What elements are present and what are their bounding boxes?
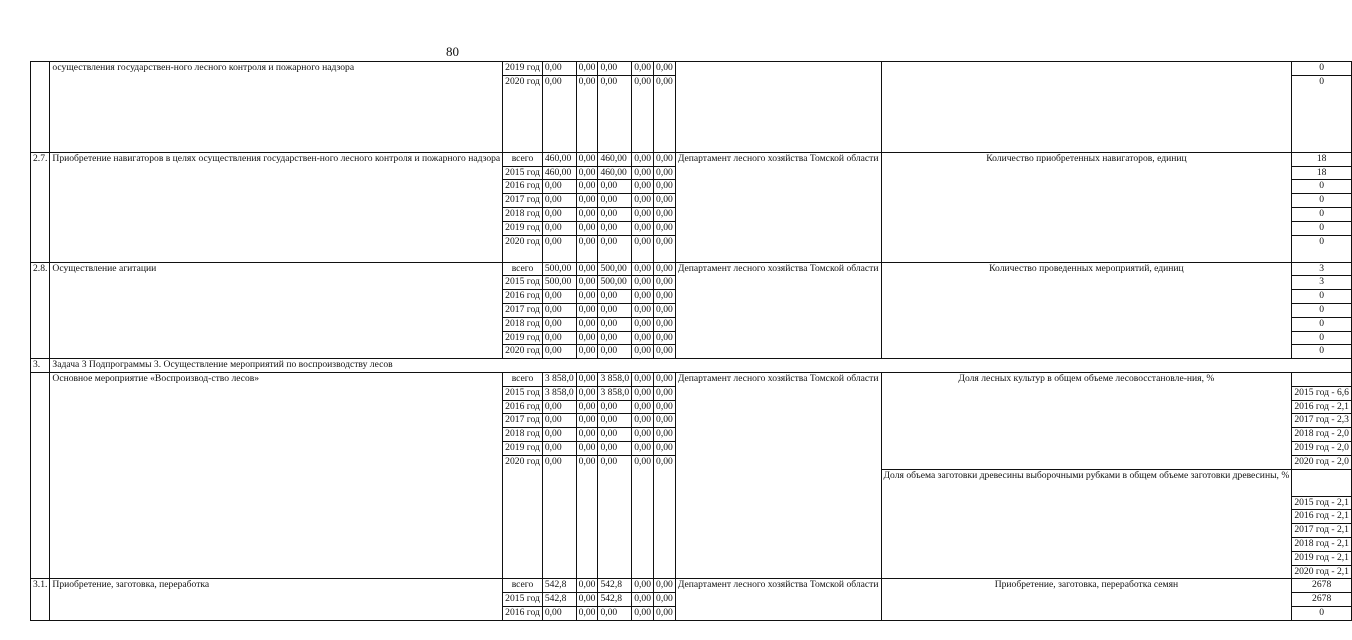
amount-cell: 0,00: [632, 317, 654, 331]
amount-cell: 0,00: [576, 331, 598, 345]
amount-cell: 0,00: [576, 372, 598, 386]
amount-cell: 0,00: [654, 152, 676, 166]
amount-cell: 0,00: [542, 75, 576, 152]
indicator-cell: Количество приобретенных навигаторов, единиц: [881, 152, 1292, 262]
indicator-value-cell: [1292, 469, 1352, 496]
amount-cell: 0,00: [576, 152, 598, 166]
amount-cell: 0,00: [576, 235, 598, 262]
indicator-value-cell: 0: [1292, 303, 1352, 317]
year-cell: 2019 год: [503, 62, 543, 76]
amount-cell: 0,00: [632, 414, 654, 428]
department-cell: Департамент лесного хозяйства Томской области: [675, 262, 881, 359]
amount-cell: 0,00: [542, 317, 576, 331]
indicator-value-cell: 18: [1292, 166, 1352, 180]
amount-cell: 0,00: [542, 414, 576, 428]
amount-cell: 0,00: [632, 166, 654, 180]
amount-cell: 0,00: [576, 75, 598, 152]
amount-cell: 0,00: [576, 593, 598, 607]
item-number-cell: 3.1.: [31, 579, 50, 620]
indicator-value-cell: 2017 год - 2,3: [1292, 414, 1352, 428]
amount-cell: 0,00: [654, 317, 676, 331]
item-number-cell: 2.8.: [31, 262, 50, 359]
year-cell: 2020 год: [503, 455, 543, 579]
amount-cell: 0,00: [632, 372, 654, 386]
indicator-value-cell: 2678: [1292, 593, 1352, 607]
amount-cell: 0,00: [654, 194, 676, 208]
indicator-value-cell: 0: [1292, 180, 1352, 194]
indicator-value-cell: 2015 год - 6,6: [1292, 386, 1352, 400]
amount-cell: 0,00: [654, 414, 676, 428]
amount-cell: 0,00: [576, 317, 598, 331]
indicator-value-cell: 0: [1292, 221, 1352, 235]
amount-cell: 0,00: [654, 606, 676, 620]
amount-cell: 0,00: [576, 414, 598, 428]
year-cell: 2019 год: [503, 441, 543, 455]
year-cell: 2020 год: [503, 235, 543, 262]
amount-cell: 0,00: [598, 235, 632, 262]
amount-cell: 0,00: [542, 290, 576, 304]
amount-cell: 542,8: [542, 593, 576, 607]
amount-cell: 0,00: [654, 303, 676, 317]
amount-cell: 0,00: [576, 345, 598, 359]
item-name-cell: осуществления государствен-ного лесного контроля и пожарного надзора: [50, 62, 503, 153]
indicator-value-cell: 2016 год - 2,1: [1292, 510, 1352, 524]
amount-cell: 0,00: [632, 194, 654, 208]
amount-cell: 0,00: [598, 345, 632, 359]
amount-cell: 0,00: [632, 441, 654, 455]
item-name-cell: Приобретение навигаторов в целях осуществления государствен-ного лесного контроля и пожарного надзора: [50, 152, 503, 262]
amount-cell: 0,00: [632, 386, 654, 400]
indicator-cell: Количество проведенных мероприятий, единиц: [881, 262, 1292, 359]
indicator-value-cell: 0: [1292, 290, 1352, 304]
amount-cell: 0,00: [576, 166, 598, 180]
indicator-value-cell: 2019 год - 2,0: [1292, 441, 1352, 455]
indicator-value-cell: 0: [1292, 606, 1352, 620]
year-cell: 2017 год: [503, 194, 543, 208]
table-row: [31, 372, 1352, 386]
amount-cell: 0,00: [576, 441, 598, 455]
amount-cell: 0,00: [632, 290, 654, 304]
amount-cell: 0,00: [576, 400, 598, 414]
amount-cell: 0,00: [576, 194, 598, 208]
amount-cell: 0,00: [542, 221, 576, 235]
amount-cell: 0,00: [632, 152, 654, 166]
year-cell: 2017 год: [503, 414, 543, 428]
indicator-value-cell: 2015 год - 2,1: [1292, 496, 1352, 510]
year-cell: всего: [503, 372, 543, 386]
amount-cell: 0,00: [576, 221, 598, 235]
amount-cell: 0,00: [632, 455, 654, 579]
amount-cell: 0,00: [542, 303, 576, 317]
indicator-value-cell: 2678: [1292, 579, 1352, 593]
amount-cell: 542,8: [598, 593, 632, 607]
year-cell: 2015 год: [503, 276, 543, 290]
indicator-value-cell: 0: [1292, 62, 1352, 76]
amount-cell: 0,00: [654, 62, 676, 76]
task-title-cell: Задача 3 Подпрограммы 3. Осуществление мероприятий по воспроизводству лесов: [50, 359, 1352, 373]
year-cell: 2016 год: [503, 400, 543, 414]
amount-cell: 542,8: [542, 579, 576, 593]
amount-cell: 0,00: [598, 303, 632, 317]
amount-cell: 0,00: [654, 166, 676, 180]
amount-cell: 460,00: [542, 166, 576, 180]
year-cell: 2018 год: [503, 428, 543, 442]
indicator-value-cell: 2019 год - 2,1: [1292, 551, 1352, 565]
indicator-value-cell: 2016 год - 2,1: [1292, 400, 1352, 414]
year-cell: 2019 год: [503, 331, 543, 345]
amount-cell: 0,00: [654, 593, 676, 607]
amount-cell: 3 858,0: [542, 386, 576, 400]
indicator-cell: Доля объема заготовки древесины выборочными рубками в общем объеме заготовки древесины, %: [881, 469, 1292, 579]
item-name-cell: Осуществление агитации: [50, 262, 503, 359]
amount-cell: 0,00: [598, 428, 632, 442]
amount-cell: 0,00: [632, 221, 654, 235]
amount-cell: 0,00: [632, 331, 654, 345]
amount-cell: 0,00: [576, 428, 598, 442]
indicator-cell: Приобретение, заготовка, переработка семян: [881, 579, 1292, 620]
amount-cell: 3 858,0: [542, 372, 576, 386]
year-cell: всего: [503, 152, 543, 166]
table-row: [31, 152, 1352, 166]
year-cell: 2017 год: [503, 303, 543, 317]
table-row: [31, 262, 1352, 276]
indicator-value-cell: 0: [1292, 207, 1352, 221]
indicator-value-cell: 18: [1292, 152, 1352, 166]
amount-cell: 0,00: [654, 386, 676, 400]
amount-cell: 0,00: [542, 207, 576, 221]
indicator-value-cell: 3: [1292, 276, 1352, 290]
amount-cell: 0,00: [654, 207, 676, 221]
amount-cell: 0,00: [598, 180, 632, 194]
amount-cell: 0,00: [576, 455, 598, 579]
indicator-value-cell: 0: [1292, 75, 1352, 152]
amount-cell: 0,00: [654, 75, 676, 152]
amount-cell: 0,00: [654, 372, 676, 386]
year-cell: 2016 год: [503, 290, 543, 304]
amount-cell: 0,00: [654, 180, 676, 194]
department-cell: Департамент лесного хозяйства Томской области: [675, 579, 881, 620]
amount-cell: 0,00: [598, 441, 632, 455]
amount-cell: 0,00: [632, 606, 654, 620]
amount-cell: 0,00: [632, 62, 654, 76]
amount-cell: 500,00: [542, 262, 576, 276]
amount-cell: 0,00: [598, 331, 632, 345]
indicator-cell: Доля лесных культур в общем объеме лесовосстановле-ния, %: [881, 372, 1292, 469]
year-cell: 2020 год: [503, 75, 543, 152]
amount-cell: 0,00: [632, 180, 654, 194]
amount-cell: 0,00: [598, 400, 632, 414]
amount-cell: 0,00: [542, 194, 576, 208]
amount-cell: 0,00: [598, 194, 632, 208]
task-row: [31, 359, 1352, 373]
amount-cell: 0,00: [654, 345, 676, 359]
page-number: 80: [446, 44, 459, 59]
amount-cell: 460,00: [598, 152, 632, 166]
amount-cell: 0,00: [654, 455, 676, 579]
year-cell: 2015 год: [503, 166, 543, 180]
amount-cell: 0,00: [542, 455, 576, 579]
year-cell: 2020 год: [503, 345, 543, 359]
amount-cell: 0,00: [542, 345, 576, 359]
amount-cell: 0,00: [654, 331, 676, 345]
amount-cell: 0,00: [542, 180, 576, 194]
indicator-value-cell: 2018 год - 2,0: [1292, 428, 1352, 442]
amount-cell: 0,00: [632, 75, 654, 152]
amount-cell: 0,00: [654, 400, 676, 414]
amount-cell: 0,00: [576, 386, 598, 400]
department-cell: [675, 62, 881, 153]
amount-cell: 0,00: [632, 593, 654, 607]
amount-cell: 542,8: [598, 579, 632, 593]
amount-cell: 3 858,0: [598, 372, 632, 386]
indicator-value-cell: 0: [1292, 331, 1352, 345]
indicator-value-cell: [1292, 372, 1352, 386]
amount-cell: 0,00: [632, 345, 654, 359]
amount-cell: 0,00: [632, 579, 654, 593]
amount-cell: 0,00: [632, 400, 654, 414]
amount-cell: 0,00: [542, 441, 576, 455]
indicator-value-cell: 0: [1292, 235, 1352, 262]
amount-cell: 0,00: [654, 262, 676, 276]
amount-cell: 0,00: [576, 276, 598, 290]
amount-cell: 0,00: [542, 235, 576, 262]
amount-cell: 0,00: [632, 303, 654, 317]
amount-cell: 460,00: [598, 166, 632, 180]
amount-cell: 0,00: [576, 207, 598, 221]
amount-cell: 0,00: [632, 428, 654, 442]
amount-cell: 0,00: [542, 400, 576, 414]
amount-cell: 0,00: [576, 290, 598, 304]
program-table: [30, 61, 1352, 621]
amount-cell: 0,00: [576, 303, 598, 317]
item-number-cell: 2.7.: [31, 152, 50, 262]
amount-cell: 500,00: [542, 276, 576, 290]
item-name-cell: Основное мероприятие «Воспроизвод-ство лесов»: [50, 372, 503, 578]
amount-cell: 0,00: [632, 276, 654, 290]
amount-cell: 3 858,0: [598, 386, 632, 400]
year-cell: всего: [503, 262, 543, 276]
indicator-value-cell: 3: [1292, 262, 1352, 276]
amount-cell: 0,00: [598, 317, 632, 331]
table-row: [31, 579, 1352, 593]
year-cell: 2018 год: [503, 207, 543, 221]
amount-cell: 500,00: [598, 262, 632, 276]
amount-cell: 0,00: [654, 579, 676, 593]
amount-cell: 0,00: [542, 62, 576, 76]
year-cell: 2015 год: [503, 386, 543, 400]
amount-cell: 0,00: [576, 180, 598, 194]
table-row: [31, 62, 1352, 76]
department-cell: Департамент лесного хозяйства Томской области: [675, 372, 881, 578]
amount-cell: 0,00: [654, 428, 676, 442]
amount-cell: 0,00: [576, 606, 598, 620]
indicator-value-cell: 2017 год - 2,1: [1292, 524, 1352, 538]
task-number-cell: 3.: [31, 359, 50, 373]
amount-cell: 460,00: [542, 152, 576, 166]
amount-cell: 500,00: [598, 276, 632, 290]
amount-cell: 0,00: [598, 606, 632, 620]
year-cell: 2016 год: [503, 606, 543, 620]
amount-cell: 0,00: [632, 207, 654, 221]
year-cell: 2019 год: [503, 221, 543, 235]
item-name-cell: Приобретение, заготовка, переработка: [50, 579, 503, 620]
indicator-value-cell: 2018 год - 2,1: [1292, 537, 1352, 551]
indicator-value-cell: 2020 год - 2,0: [1292, 455, 1352, 469]
indicator-cell: [881, 62, 1292, 153]
amount-cell: 0,00: [654, 276, 676, 290]
item-number-cell: [31, 62, 50, 153]
indicator-value-cell: 0: [1292, 317, 1352, 331]
amount-cell: 0,00: [654, 290, 676, 304]
amount-cell: 0,00: [598, 75, 632, 152]
amount-cell: 0,00: [576, 262, 598, 276]
amount-cell: 0,00: [542, 331, 576, 345]
amount-cell: 0,00: [598, 455, 632, 579]
amount-cell: 0,00: [598, 221, 632, 235]
year-cell: 2015 год: [503, 593, 543, 607]
amount-cell: 0,00: [632, 262, 654, 276]
amount-cell: 0,00: [598, 414, 632, 428]
amount-cell: 0,00: [654, 441, 676, 455]
amount-cell: 0,00: [598, 62, 632, 76]
year-cell: 2018 год: [503, 317, 543, 331]
amount-cell: 0,00: [632, 235, 654, 262]
year-cell: 2016 год: [503, 180, 543, 194]
amount-cell: 0,00: [654, 235, 676, 262]
amount-cell: 0,00: [576, 579, 598, 593]
year-cell: всего: [503, 579, 543, 593]
indicator-value-cell: 0: [1292, 345, 1352, 359]
amount-cell: 0,00: [598, 207, 632, 221]
department-cell: Департамент лесного хозяйства Томской области: [675, 152, 881, 262]
item-number-cell: [31, 372, 50, 578]
amount-cell: 0,00: [576, 62, 598, 76]
amount-cell: 0,00: [598, 290, 632, 304]
amount-cell: 0,00: [654, 221, 676, 235]
amount-cell: 0,00: [542, 428, 576, 442]
indicator-value-cell: 0: [1292, 194, 1352, 208]
amount-cell: 0,00: [542, 606, 576, 620]
indicator-value-cell: 2020 год - 2,1: [1292, 565, 1352, 579]
